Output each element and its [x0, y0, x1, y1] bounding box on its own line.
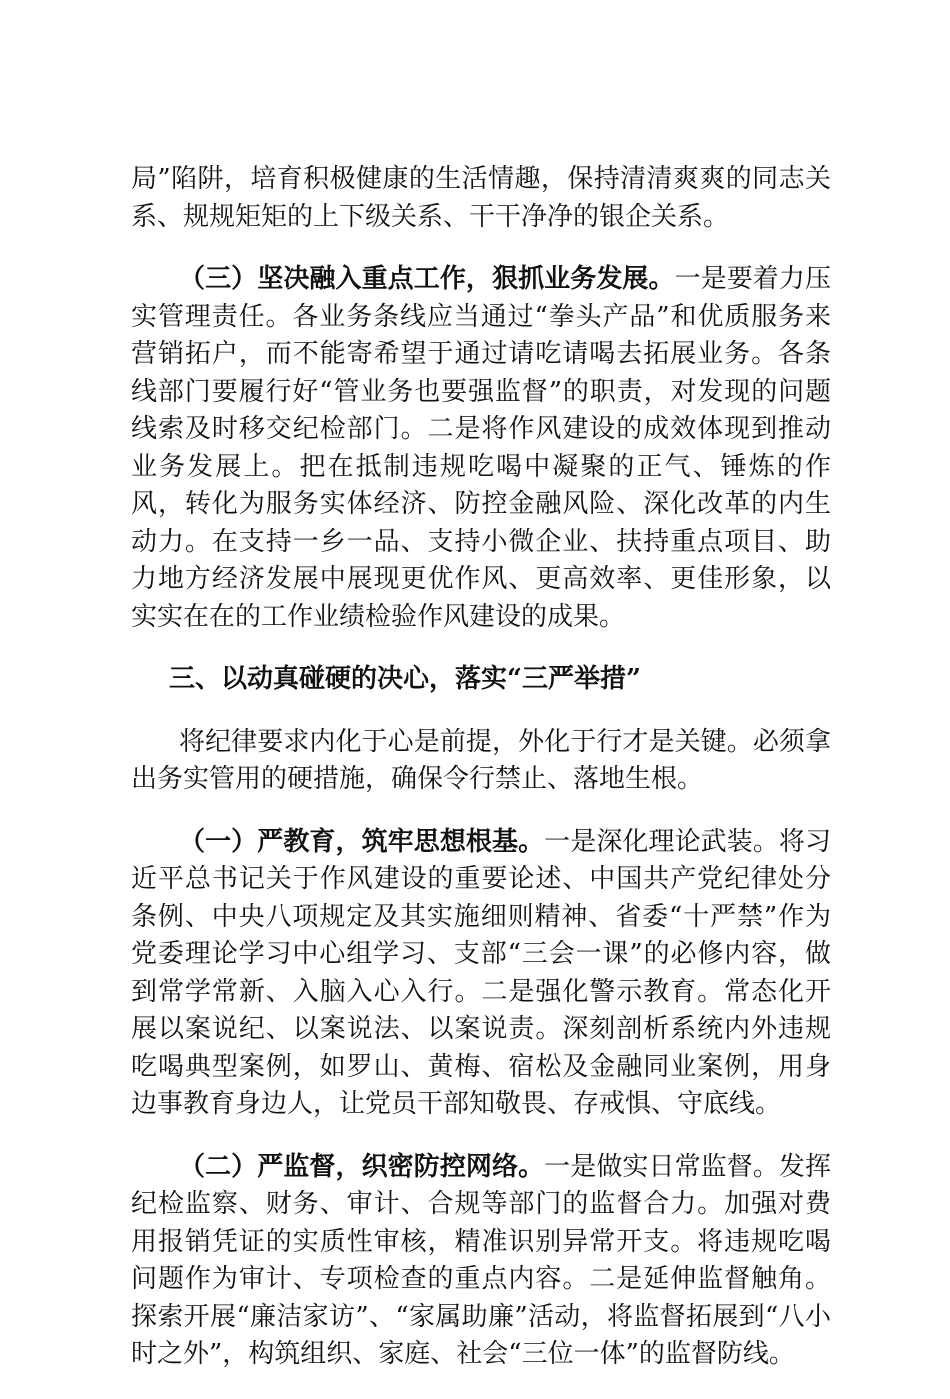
- paragraph-lead: （三）坚决融入重点工作，狠抓业务发展。: [179, 264, 675, 294]
- paragraph-section-3: [131, 261, 831, 636]
- paragraph-lead: （二）严监督，织密防控网络。: [179, 1151, 545, 1182]
- paragraph-strict-education: [131, 824, 831, 1124]
- paragraph-continuation: [131, 161, 831, 236]
- paragraph-strict-supervision: [131, 1149, 831, 1374]
- document-body: [131, 161, 831, 1399]
- paragraph-text: 将纪律要求内化于心是前提，外化于行才是关键。必须拿出务实管用的硬措施，确保令行禁止、落地生根。: [131, 726, 831, 794]
- paragraph-text: 一是深化理论武装。将习近平总书记关于作风建设的重要论述、中国共产党纪律处分条例、中央八项规定及其实施细则精神、省委“十严禁”作为党委理论学习中心组学习、支部“三会一课”的必修内容，做到常学常新、入脑入心入行。二是强化警示教育。常态化开展以案说纪、以案说法、以案说责。深刻剖析系统内外违规吃喝典型案例，如罗山、黄梅、宿松及金融同业案例，用身边事教育身边人，让党员干部知敬畏、存戒惧、守底线。: [131, 826, 831, 1119]
- paragraph-intro: [131, 724, 831, 799]
- paragraph-text: 局”陷阱，培育积极健康的生活情趣，保持清清爽爽的同志关系、规规矩矩的上下级关系、干干净净的银企关系。: [131, 164, 831, 232]
- paragraph-lead: （一）严教育，筑牢思想根基。: [179, 826, 545, 857]
- paragraph-text: 一是要着力压实管理责任。各业务条线应当通过“拳头产品”和优质服务来营销拓户，而不能寄希望于通过请吃请喝去拓展业务。各条线部门要履行好“管业务也要强监督”的职责，对发现的问题线索及时移交纪检部门。二是将作风建设的成效体现到推动业务发展上。把在抵制违规吃喝中凝聚的正气、锤炼的作风，转化为服务实体经济、防控金融风险、深化改革的内生动力。在支持一乡一品、支持小微企业、扶持重点项目、助力地方经济发展中展现更优作风、更高效率、更佳形象，以实实在在的工作业绩检验作风建设的成果。: [131, 264, 831, 632]
- section-heading: 三、以动真碰硬的决心，落实“三严举措”: [169, 664, 641, 694]
- paragraph-text: 一是做实日常监督。发挥纪检监察、财务、审计、合规等部门的监督合力。加强对费用报销凭证的实质性审核，精准识别异常开支。将违规吃喝问题作为审计、专项检查的重点内容。二是延伸监督触角。探索开展“廉洁家访”、“家属助廉”活动，将监督拓展到“八小时之外”，构筑组织、家庭、社会“三位一体”的监督防线。: [131, 1151, 831, 1369]
